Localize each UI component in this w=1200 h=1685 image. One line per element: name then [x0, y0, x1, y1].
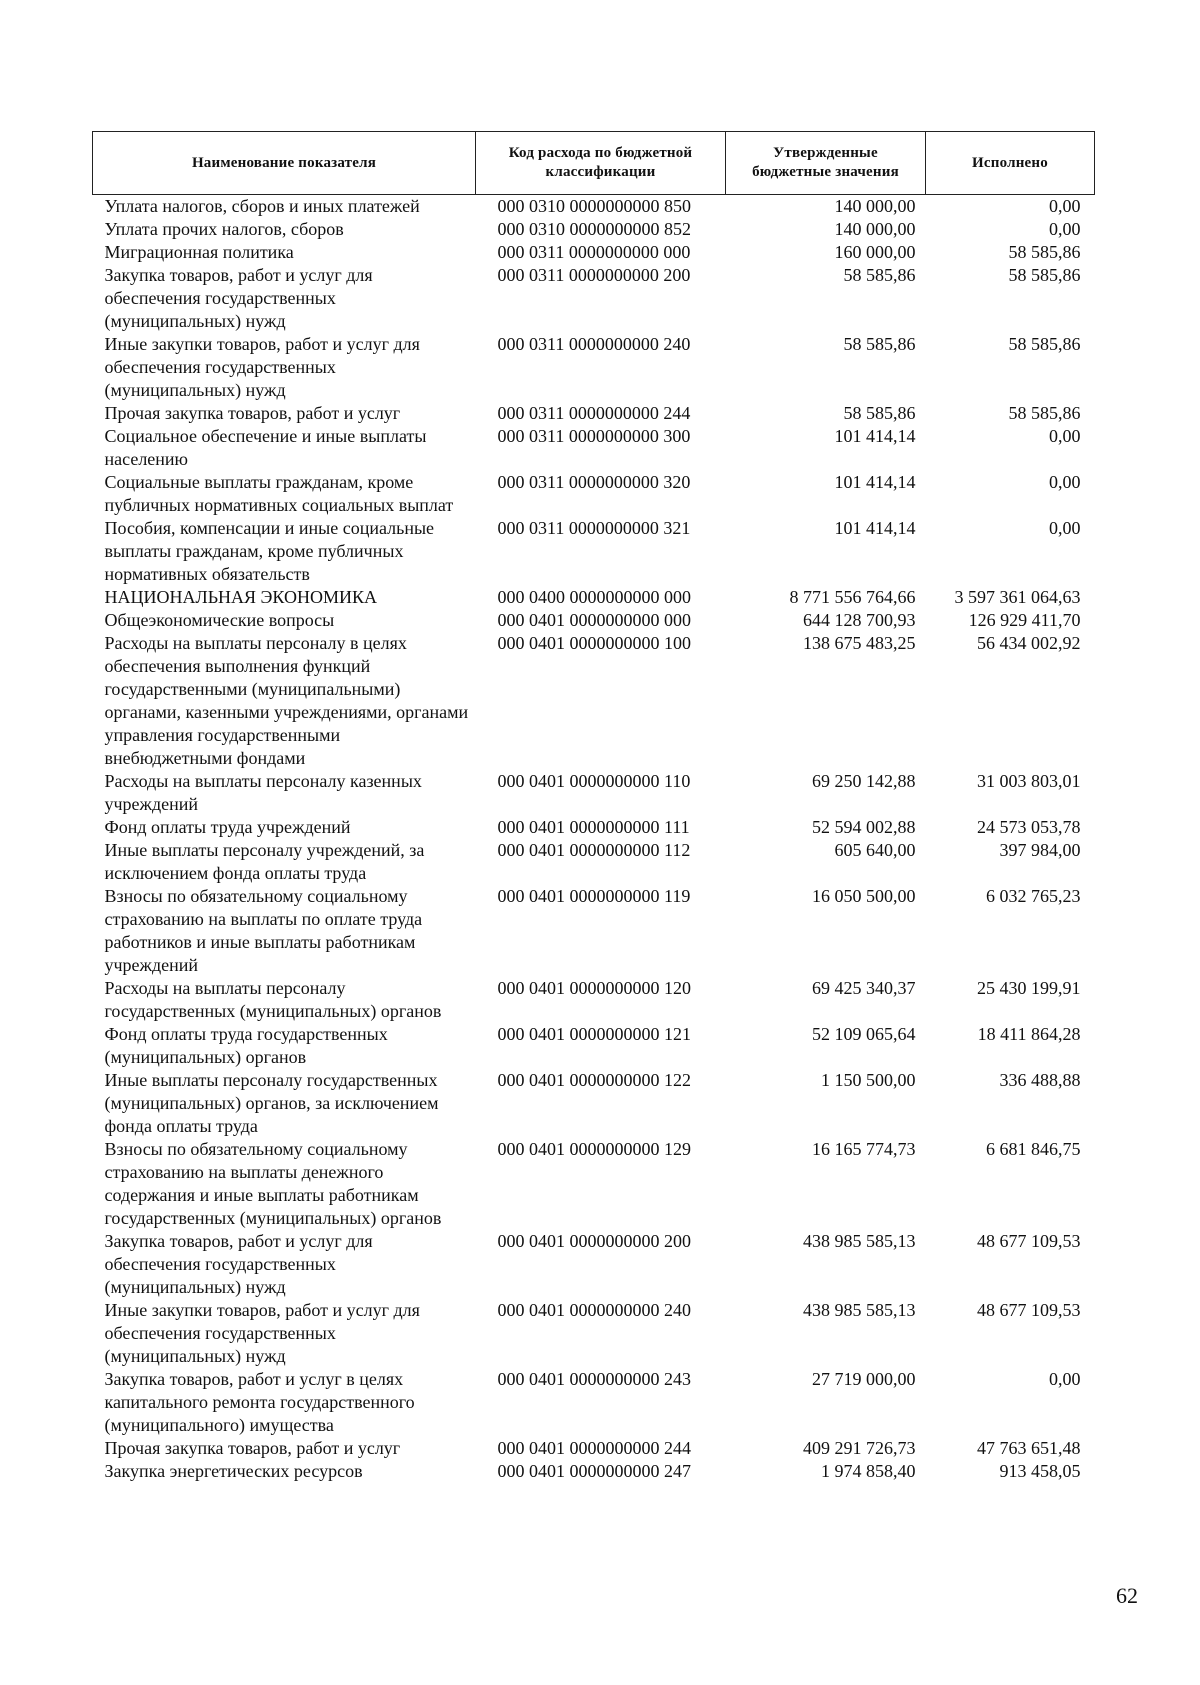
- row-name: НАЦИОНАЛЬНАЯ ЭКОНОМИКА: [104, 587, 377, 607]
- table-row: [93, 609, 1095, 632]
- row-code: 000 0401 0000000000 111: [497, 817, 690, 837]
- row-name: Закупка товаров, работ и услуг для обеспечения государственных (муниципальных) нужд: [104, 1231, 373, 1297]
- row-executed: 3 597 361 064,63: [954, 587, 1081, 607]
- row-code: 000 0401 0000000000 129: [497, 1139, 691, 1159]
- row-executed: 58 585,86: [1008, 403, 1081, 423]
- row-name: Социальные выплаты гражданам, кроме публичных нормативных социальных выплат: [104, 472, 454, 515]
- row-name: Социальное обеспечение и иные выплаты населению: [104, 426, 427, 469]
- row-approved: 16 165 774,73: [812, 1139, 916, 1159]
- row-name: Закупка товаров, работ и услуг в целях капитального ремонта государственного (муниципального) имущества: [104, 1369, 415, 1435]
- row-executed: 0,00: [1049, 518, 1081, 538]
- row-executed: 58 585,86: [1008, 242, 1081, 262]
- row-name: Миграционная политика: [104, 242, 294, 262]
- row-executed: 48 677 109,53: [977, 1300, 1081, 1320]
- row-approved: 1 974 858,40: [821, 1461, 916, 1481]
- row-code: 000 0401 0000000000 122: [497, 1070, 691, 1090]
- table-row: [93, 1437, 1095, 1460]
- page-number: 62: [1116, 1583, 1138, 1608]
- row-name: Расходы на выплаты персоналу в целях обеспечения выполнения функций государственными (муниципальными) органами, казенными учреждениями, органами управления государственными внебюджетными фондами: [104, 633, 469, 768]
- row-executed: 6 032 765,23: [986, 886, 1081, 906]
- row-code: 000 0401 0000000000 200: [497, 1231, 691, 1251]
- row-executed: 0,00: [1049, 1369, 1081, 1389]
- row-approved: 140 000,00: [834, 196, 916, 216]
- row-code: 000 0401 0000000000 120: [497, 978, 691, 998]
- row-approved: 16 050 500,00: [812, 886, 916, 906]
- row-approved: 438 985 585,13: [803, 1231, 916, 1251]
- row-name: Закупка энергетических ресурсов: [104, 1461, 363, 1481]
- row-name: Уплата прочих налогов, сборов: [104, 219, 344, 239]
- table-row: [93, 1069, 1095, 1138]
- row-name: Взносы по обязательному социальному страхованию на выплаты по оплате труда работников и иные выплаты работникам учреждений: [104, 886, 423, 975]
- table-row: [93, 1368, 1095, 1437]
- row-code: 000 0401 0000000000 247: [497, 1461, 691, 1481]
- row-code: 000 0311 0000000000 320: [497, 472, 691, 492]
- table-row: [93, 632, 1095, 770]
- table-row: [93, 1460, 1095, 1483]
- table-row: [93, 1299, 1095, 1368]
- row-code: 000 0311 0000000000 200: [497, 265, 691, 285]
- row-executed: 56 434 002,92: [977, 633, 1081, 653]
- table-row: [93, 977, 1095, 1023]
- row-name: Уплата налогов, сборов и иных платежей: [104, 196, 420, 216]
- row-code: 000 0311 0000000000 240: [497, 334, 691, 354]
- row-approved: 101 414,14: [834, 426, 916, 446]
- table-row: [93, 333, 1095, 402]
- row-executed: 913 458,05: [999, 1461, 1081, 1481]
- row-name: Общеэкономические вопросы: [104, 610, 335, 630]
- row-executed: 397 984,00: [999, 840, 1081, 860]
- row-name: Пособия, компенсации и иные социальные выплаты гражданам, кроме публичных нормативных обязательств: [104, 518, 435, 584]
- row-approved: 52 109 065,64: [812, 1024, 916, 1044]
- row-approved: 69 250 142,88: [812, 771, 916, 791]
- table-row: [93, 839, 1095, 885]
- row-code: 000 0311 0000000000 321: [497, 518, 691, 538]
- row-code: 000 0401 0000000000 121: [497, 1024, 691, 1044]
- row-approved: 644 128 700,93: [803, 610, 916, 630]
- row-executed: 25 430 199,91: [977, 978, 1081, 998]
- table-row: [93, 586, 1095, 609]
- row-approved: 69 425 340,37: [812, 978, 916, 998]
- table-row: [93, 816, 1095, 839]
- table-row: [93, 770, 1095, 816]
- row-name: Прочая закупка товаров, работ и услуг: [104, 1438, 401, 1458]
- row-executed: 18 411 864,28: [977, 1024, 1081, 1044]
- row-approved: 140 000,00: [834, 219, 916, 239]
- row-approved: 605 640,00: [834, 840, 916, 860]
- row-executed: 336 488,88: [999, 1070, 1081, 1090]
- row-name: Иные выплаты персоналу государственных (муниципальных) органов, за исключением фонда оплаты труда: [104, 1070, 439, 1136]
- table-row: [93, 241, 1095, 264]
- row-name: Прочая закупка товаров, работ и услуг: [104, 403, 401, 423]
- table-row: [93, 195, 1095, 219]
- row-executed: 0,00: [1049, 426, 1081, 446]
- row-executed: 31 003 803,01: [977, 771, 1081, 791]
- row-code: 000 0401 0000000000 000: [497, 610, 691, 630]
- row-code: 000 0310 0000000000 852: [497, 219, 691, 239]
- table-row: [93, 425, 1095, 471]
- table-header: [93, 132, 1095, 195]
- row-code: 000 0311 0000000000 000: [497, 242, 691, 262]
- row-approved: 58 585,86: [843, 403, 916, 423]
- header-executed: Исполнено: [926, 132, 1095, 195]
- row-code: 000 0400 0000000000 000: [497, 587, 691, 607]
- row-code: 000 0401 0000000000 244: [497, 1438, 691, 1458]
- row-executed: 0,00: [1049, 219, 1081, 239]
- header-code: Код расхода по бюджетной классификации: [476, 132, 726, 195]
- row-approved: 101 414,14: [834, 518, 916, 538]
- table-row: [93, 1023, 1095, 1069]
- row-code: 000 0401 0000000000 100: [497, 633, 691, 653]
- row-approved: 138 675 483,25: [803, 633, 916, 653]
- row-name: Иные закупки товаров, работ и услуг для обеспечения государственных (муниципальных) нужд: [104, 334, 420, 400]
- row-name: Фонд оплаты труда учреждений: [104, 817, 351, 837]
- row-code: 000 0401 0000000000 243: [497, 1369, 691, 1389]
- table-row: [93, 264, 1095, 333]
- table-row: [93, 218, 1095, 241]
- row-approved: 438 985 585,13: [803, 1300, 916, 1320]
- row-approved: 58 585,86: [843, 265, 916, 285]
- row-executed: 126 929 411,70: [968, 610, 1081, 630]
- budget-execution-table: [92, 131, 1095, 1483]
- row-approved: 27 719 000,00: [812, 1369, 916, 1389]
- row-code: 000 0401 0000000000 119: [497, 886, 691, 906]
- row-name: Иные выплаты персоналу учреждений, за исключением фонда оплаты труда: [104, 840, 425, 883]
- table-row: [93, 471, 1095, 517]
- table-row: [93, 1230, 1095, 1299]
- header-name: Наименование показателя: [93, 132, 476, 195]
- row-code: 000 0401 0000000000 110: [497, 771, 691, 791]
- row-code: 000 0401 0000000000 240: [497, 1300, 691, 1320]
- row-executed: 58 585,86: [1008, 334, 1081, 354]
- row-executed: 47 763 651,48: [977, 1438, 1081, 1458]
- row-executed: 24 573 053,78: [977, 817, 1081, 837]
- table-row: [93, 885, 1095, 977]
- row-name: Взносы по обязательному социальному страхованию на выплаты денежного содержания и иные выплаты работникам государственных (муниципальных) органов: [104, 1139, 442, 1228]
- header-approved: Утвержденные бюджетные значения: [726, 132, 926, 195]
- row-approved: 52 594 002,88: [812, 817, 916, 837]
- row-name: Расходы на выплаты персоналу государственных (муниципальных) органов: [104, 978, 442, 1021]
- row-executed: 6 681 846,75: [986, 1139, 1081, 1159]
- row-code: 000 0311 0000000000 244: [497, 403, 691, 423]
- row-approved: 58 585,86: [843, 334, 916, 354]
- row-approved: 160 000,00: [834, 242, 916, 262]
- table-row: [93, 402, 1095, 425]
- row-code: 000 0311 0000000000 300: [497, 426, 691, 446]
- row-code: 000 0401 0000000000 112: [497, 840, 691, 860]
- row-executed: 0,00: [1049, 196, 1081, 216]
- row-executed: 58 585,86: [1008, 265, 1081, 285]
- row-executed: 48 677 109,53: [977, 1231, 1081, 1251]
- row-name: Иные закупки товаров, работ и услуг для обеспечения государственных (муниципальных) нужд: [104, 1300, 420, 1366]
- row-approved: 101 414,14: [834, 472, 916, 492]
- row-approved: 409 291 726,73: [803, 1438, 916, 1458]
- table-row: [93, 517, 1095, 586]
- row-code: 000 0310 0000000000 850: [497, 196, 691, 216]
- row-name: Закупка товаров, работ и услуг для обеспечения государственных (муниципальных) нужд: [104, 265, 373, 331]
- row-executed: 0,00: [1049, 472, 1081, 492]
- row-name: Фонд оплаты труда государственных (муниципальных) органов: [104, 1024, 388, 1067]
- table-row: [93, 1138, 1095, 1230]
- row-name: Расходы на выплаты персоналу казенных учреждений: [104, 771, 422, 814]
- row-approved: 8 771 556 764,66: [789, 587, 916, 607]
- row-approved: 1 150 500,00: [821, 1070, 916, 1090]
- table-body: [93, 195, 1095, 1484]
